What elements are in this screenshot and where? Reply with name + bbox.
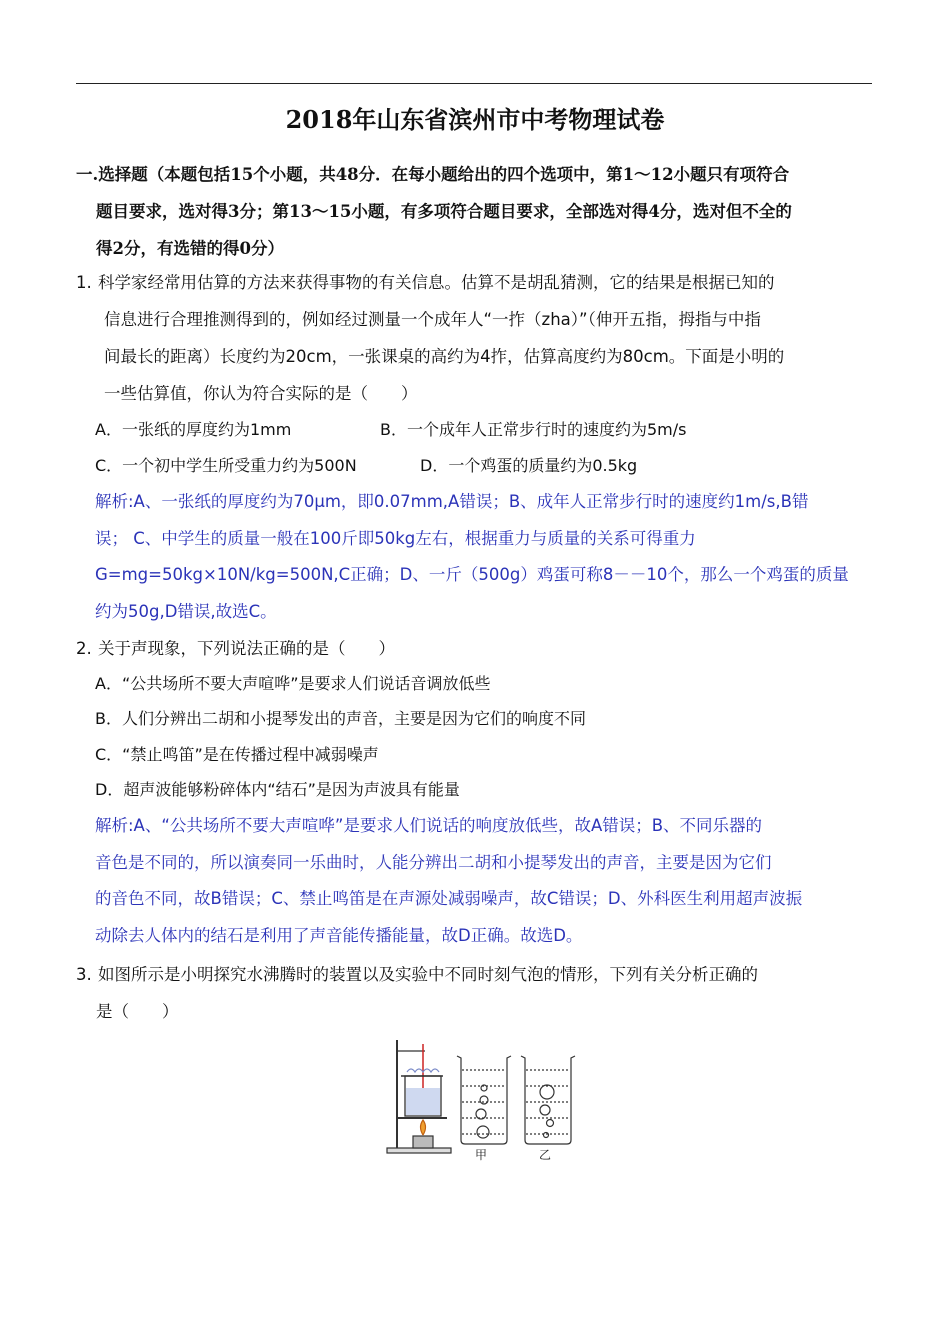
section-heading-line: 题目要求，选对得3分；第13～15小题，有多项符合题目要求，全部选对得4分，选对但不全的: [96, 202, 792, 221]
bubble: [540, 1085, 554, 1099]
option-b: B．人们分辨出二胡和小提琴发出的声音，主要是因为它们的响度不同: [95, 709, 586, 728]
beaker-yi: [521, 1056, 575, 1144]
bubble: [544, 1133, 549, 1138]
boiling-experiment-figure: [385, 1036, 585, 1161]
analysis-line: 误； C、中学生的质量一般在100斤即50kg左右，根据重力与质量的关系可得重力: [95, 528, 696, 548]
question-number: 3.: [76, 965, 92, 984]
bubble: [476, 1109, 486, 1119]
option-d: D．超声波能够粉碎体内“结石”是因为声波具有能量: [95, 780, 460, 799]
analysis-line: 的音色不同，故B错误；C、禁止鸣笛是在声源处减弱噪声，故C错误；D、外科医生利用超声波振: [95, 889, 803, 908]
water: [406, 1088, 440, 1115]
bubble: [480, 1096, 488, 1104]
question-1: [76, 264, 876, 412]
question-text: 科学家经常用估算的方法来获得事物的有关信息。估算不是胡乱猜测，它的结果是根据已知的: [98, 273, 775, 292]
question-2: [76, 630, 876, 667]
analysis-line: 解析:A、“公共场所不要大声喧哗”是要求人们说话的响度放低些，故A错误；B、不同乐器的: [95, 816, 763, 835]
stand-base: [387, 1148, 451, 1153]
apparatus-drawing: [387, 1040, 451, 1153]
bubble: [547, 1120, 554, 1127]
header-rule: [76, 83, 872, 84]
question-text: 是（ ）: [96, 1002, 179, 1021]
question-text: 信息进行合理推测得到的，例如经过测量一个成年人“一拃（zha）”（伸开五指，拇指与中指: [104, 310, 761, 329]
label-jia: 甲: [474, 1148, 488, 1161]
analysis-line: 音色是不同的，所以演奏同一乐曲时，人能分辨出二胡和小提琴发出的声音，主要是因为它们: [95, 852, 772, 872]
option-b: B．一个成年人正常步行时的速度约为5m/s: [380, 420, 687, 439]
page-title: 2018年山东省滨州市中考物理试卷: [285, 105, 665, 134]
option-c: C．“禁止鸣笛”是在传播过程中减弱噪声: [95, 745, 379, 764]
bubble: [540, 1105, 550, 1115]
analysis-line: 动除去人体内的结石是利用了声音能传播能量，故D正确。故选D。: [95, 925, 583, 945]
flame: [421, 1120, 426, 1135]
section-heading: [76, 156, 876, 267]
question-number: 1.: [76, 273, 92, 292]
question-text: 间最长的距离）长度约为20cm，一张课桌的高约为4拃，估算高度约为80cm。下面是小明的: [104, 347, 785, 366]
analysis-1: [95, 484, 875, 630]
option-a: A．一张纸的厚度约为1mm: [95, 420, 292, 439]
question-text: 如图所示是小明探究水沸腾时的装置以及实验中不同时刻气泡的情形，下列有关分析正确的: [98, 965, 758, 984]
analysis-line: 约为50g,D错误,故选C。: [95, 601, 277, 621]
question-3: [76, 956, 876, 1030]
label-yi: 乙: [538, 1148, 552, 1161]
beaker-jia: [457, 1056, 511, 1144]
option-d: D．一个鸡蛋的质量约为0.5kg: [420, 456, 638, 475]
option-c: C．一个初中学生所受重力约为500N: [95, 456, 357, 475]
question-text: 关于声现象，下列说法正确的是（ ）: [98, 639, 395, 658]
question-text: 一些估算值，你认为符合实际的是（ ）: [104, 384, 418, 403]
analysis-2: [95, 808, 875, 954]
section-heading-line: 一.选择题（本题包括15个小题，共48分．在每小题给出的四个选项中，第1～12小题只有项符合: [76, 165, 790, 184]
question-number: 2.: [76, 639, 92, 658]
bubble: [477, 1126, 489, 1138]
analysis-line: 解析:A、一张纸的厚度约为70μm，即0.07mm,A错误；B、成年人正常步行时的速度约1m/s,B错: [95, 492, 809, 511]
section-heading-line: 得2分，有选错的得0分）: [96, 239, 284, 258]
option-a: A．“公共场所不要大声喧哗”是要求人们说话音调放低些: [95, 674, 491, 693]
analysis-line: G=mg=50kg×10N/kg=500N,C正确；D、一斤（500g）鸡蛋可称8－－10个，那么一个鸡蛋的质量: [95, 565, 849, 584]
